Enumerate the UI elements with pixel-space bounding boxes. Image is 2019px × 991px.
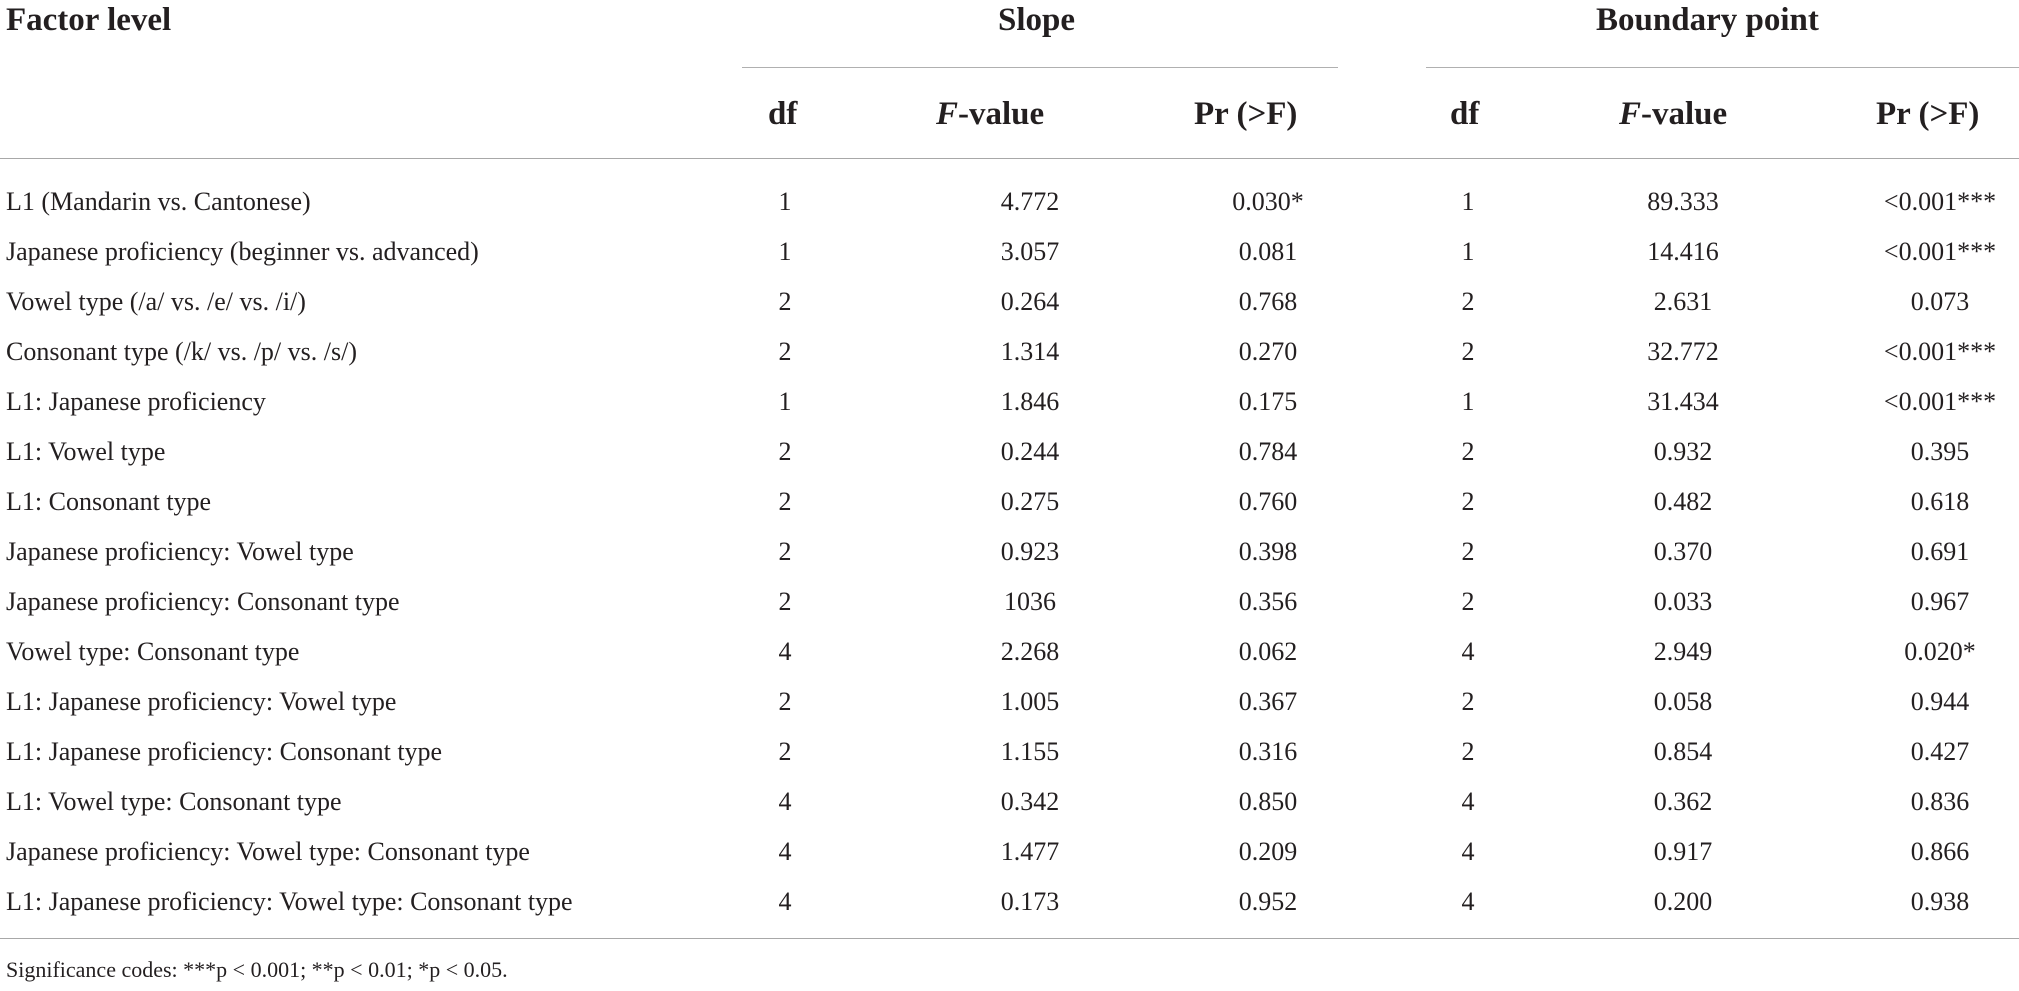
boundary-df-cell: 1 — [1461, 387, 1475, 416]
slope-pr-cell: 0.270 — [1238, 337, 1298, 366]
factor-cell: Vowel type (/a/ vs. /e/ vs. /i/) — [6, 287, 306, 316]
table-row — [0, 777, 2019, 827]
boundary-pr-cell: 0.866 — [1910, 837, 1970, 866]
boundary-pr-cell: <0.001*** — [1883, 337, 1997, 366]
header-slope: Slope — [998, 2, 1076, 38]
factor-cell: L1: Vowel type — [6, 437, 166, 466]
slope-df-cell: 1 — [778, 187, 792, 216]
slope-df-cell: 4 — [778, 637, 792, 666]
header-slope-df: df — [768, 96, 798, 132]
boundary-df-cell: 2 — [1461, 487, 1475, 516]
factor-cell: L1: Japanese proficiency — [6, 387, 266, 416]
boundary-f-cell: 0.854 — [1653, 737, 1713, 766]
slope-df-cell: 2 — [778, 287, 792, 316]
slope-pr-cell: 0.356 — [1238, 587, 1298, 616]
boundary-pr-cell: 0.944 — [1910, 687, 1970, 716]
slope-df-cell: 4 — [778, 887, 792, 916]
factor-cell: Japanese proficiency: Consonant type — [6, 587, 400, 616]
boundary-f-cell: 0.200 — [1653, 887, 1713, 916]
slope-df-cell: 1 — [778, 237, 792, 266]
slope-pr-cell: 0.952 — [1238, 887, 1298, 916]
header-boundary-pr: Pr (>F) — [1876, 96, 1980, 132]
boundary-f-cell: 0.932 — [1653, 437, 1713, 466]
boundary-f-cell: 0.058 — [1653, 687, 1713, 716]
boundary-df-cell: 2 — [1461, 537, 1475, 566]
slope-pr-cell: 0.398 — [1238, 537, 1298, 566]
table-row — [0, 427, 2019, 477]
boundary-df-cell: 2 — [1461, 287, 1475, 316]
slope-f-cell: 1.005 — [1000, 687, 1060, 716]
f-italic: F — [1619, 96, 1642, 132]
slope-f-cell: 1036 — [1004, 587, 1056, 616]
slope-pr-cell: 0.081 — [1238, 237, 1298, 266]
boundary-f-cell: 32.772 — [1647, 337, 1719, 366]
header-factor-level: Factor level — [6, 2, 172, 38]
boundary-f-cell: 2.949 — [1653, 637, 1713, 666]
slope-group-rule — [742, 67, 1338, 68]
boundary-df-cell: 4 — [1461, 637, 1475, 666]
boundary-f-cell: 0.482 — [1653, 487, 1713, 516]
slope-df-cell: 2 — [778, 487, 792, 516]
boundary-df-cell: 4 — [1461, 837, 1475, 866]
significance-footnote: Significance codes: ***p < 0.001; **p < 0.01; *p < 0.05. — [6, 957, 508, 982]
boundary-f-cell: 0.033 — [1653, 587, 1713, 616]
slope-df-cell: 2 — [778, 337, 792, 366]
factor-cell: Japanese proficiency: Vowel type — [6, 537, 354, 566]
table-bottom-rule — [0, 938, 2019, 939]
boundary-df-cell: 2 — [1461, 337, 1475, 366]
table-row — [0, 477, 2019, 527]
table-row — [0, 227, 2019, 277]
boundary-pr-cell: 0.836 — [1910, 787, 1970, 816]
slope-df-cell: 2 — [778, 687, 792, 716]
slope-f-cell: 0.173 — [1000, 887, 1060, 916]
table-row — [0, 377, 2019, 427]
slope-f-cell: 0.275 — [1000, 487, 1060, 516]
boundary-pr-cell: <0.001*** — [1883, 187, 1997, 216]
slope-pr-cell: 0.768 — [1238, 287, 1298, 316]
factor-cell: L1: Consonant type — [6, 487, 212, 516]
f-value-suffix: -value — [1641, 96, 1728, 132]
boundary-f-cell: 14.416 — [1647, 237, 1719, 266]
boundary-pr-cell: 0.691 — [1910, 537, 1970, 566]
slope-f-cell: 0.244 — [1000, 437, 1060, 466]
boundary-f-cell: 89.333 — [1647, 187, 1719, 216]
boundary-pr-cell: 0.020* — [1904, 637, 1976, 666]
boundary-group-rule — [1426, 67, 2019, 68]
boundary-pr-cell: 0.395 — [1910, 437, 1970, 466]
boundary-f-cell: 31.434 — [1647, 387, 1719, 416]
table-row — [0, 577, 2019, 627]
table-row — [0, 327, 2019, 377]
f-italic: F — [936, 96, 959, 132]
slope-pr-cell: 0.209 — [1238, 837, 1298, 866]
boundary-f-cell: 0.362 — [1653, 787, 1713, 816]
table-row — [0, 177, 2019, 227]
slope-pr-cell: 0.760 — [1238, 487, 1298, 516]
boundary-df-cell: 4 — [1461, 787, 1475, 816]
factor-cell: L1: Japanese proficiency: Vowel type — [6, 687, 397, 716]
header-slope-f-value — [936, 94, 1044, 134]
factor-cell: Japanese proficiency: Vowel type: Consonant type — [6, 837, 530, 866]
slope-df-cell: 2 — [778, 537, 792, 566]
boundary-f-cell: 2.631 — [1653, 287, 1713, 316]
f-value-suffix: -value — [958, 96, 1045, 132]
slope-pr-cell: 0.062 — [1238, 637, 1298, 666]
slope-df-cell: 1 — [778, 387, 792, 416]
slope-f-cell: 0.264 — [1000, 287, 1060, 316]
factor-cell: Vowel type: Consonant type — [6, 637, 300, 666]
factor-cell: L1 (Mandarin vs. Cantonese) — [6, 187, 311, 216]
boundary-df-cell: 1 — [1461, 237, 1475, 266]
header-boundary-f-value — [1619, 94, 1727, 134]
boundary-df-cell: 4 — [1461, 887, 1475, 916]
boundary-pr-cell: 0.073 — [1910, 287, 1970, 316]
boundary-pr-cell: <0.001*** — [1883, 237, 1997, 266]
factor-cell: Japanese proficiency (beginner vs. advanced) — [6, 237, 479, 266]
slope-pr-cell: 0.316 — [1238, 737, 1298, 766]
slope-f-cell: 0.342 — [1000, 787, 1060, 816]
boundary-pr-cell: <0.001*** — [1883, 387, 1997, 416]
boundary-pr-cell: 0.618 — [1910, 487, 1970, 516]
slope-f-cell: 3.057 — [1000, 237, 1060, 266]
slope-df-cell: 2 — [778, 737, 792, 766]
boundary-df-cell: 1 — [1461, 187, 1475, 216]
header-bottom-rule — [0, 158, 2019, 159]
factor-cell: Consonant type (/k/ vs. /p/ vs. /s/) — [6, 337, 357, 366]
slope-f-cell: 1.846 — [1000, 387, 1060, 416]
table-row — [0, 877, 2019, 927]
table-row — [0, 527, 2019, 577]
table-row — [0, 727, 2019, 777]
table-row — [0, 277, 2019, 327]
header-boundary-point: Boundary point — [1596, 2, 1819, 38]
table-row — [0, 677, 2019, 727]
boundary-df-cell: 2 — [1461, 687, 1475, 716]
slope-pr-cell: 0.850 — [1238, 787, 1298, 816]
boundary-df-cell: 2 — [1461, 437, 1475, 466]
table-row — [0, 827, 2019, 877]
boundary-pr-cell: 0.938 — [1910, 887, 1970, 916]
slope-pr-cell: 0.175 — [1238, 387, 1298, 416]
slope-df-cell: 2 — [778, 587, 792, 616]
boundary-df-cell: 2 — [1461, 737, 1475, 766]
slope-f-cell: 1.314 — [1000, 337, 1060, 366]
slope-pr-cell: 0.367 — [1238, 687, 1298, 716]
boundary-f-cell: 0.917 — [1653, 837, 1713, 866]
slope-f-cell: 1.477 — [1000, 837, 1060, 866]
slope-f-cell: 2.268 — [1000, 637, 1060, 666]
slope-pr-cell: 0.784 — [1238, 437, 1298, 466]
factor-cell: L1: Japanese proficiency: Vowel type: Consonant type — [6, 887, 573, 916]
slope-pr-cell: 0.030* — [1232, 187, 1304, 216]
slope-df-cell: 4 — [778, 837, 792, 866]
slope-f-cell: 4.772 — [1000, 187, 1060, 216]
boundary-f-cell: 0.370 — [1653, 537, 1713, 566]
table-row — [0, 627, 2019, 677]
slope-f-cell: 1.155 — [1000, 737, 1060, 766]
slope-df-cell: 4 — [778, 787, 792, 816]
header-slope-pr: Pr (>F) — [1194, 96, 1298, 132]
factor-cell: L1: Japanese proficiency: Consonant type — [6, 737, 443, 766]
boundary-pr-cell: 0.967 — [1910, 587, 1970, 616]
boundary-df-cell: 2 — [1461, 587, 1475, 616]
boundary-pr-cell: 0.427 — [1910, 737, 1970, 766]
header-boundary-df: df — [1450, 96, 1480, 132]
slope-f-cell: 0.923 — [1000, 537, 1060, 566]
factor-cell: L1: Vowel type: Consonant type — [6, 787, 342, 816]
slope-df-cell: 2 — [778, 437, 792, 466]
